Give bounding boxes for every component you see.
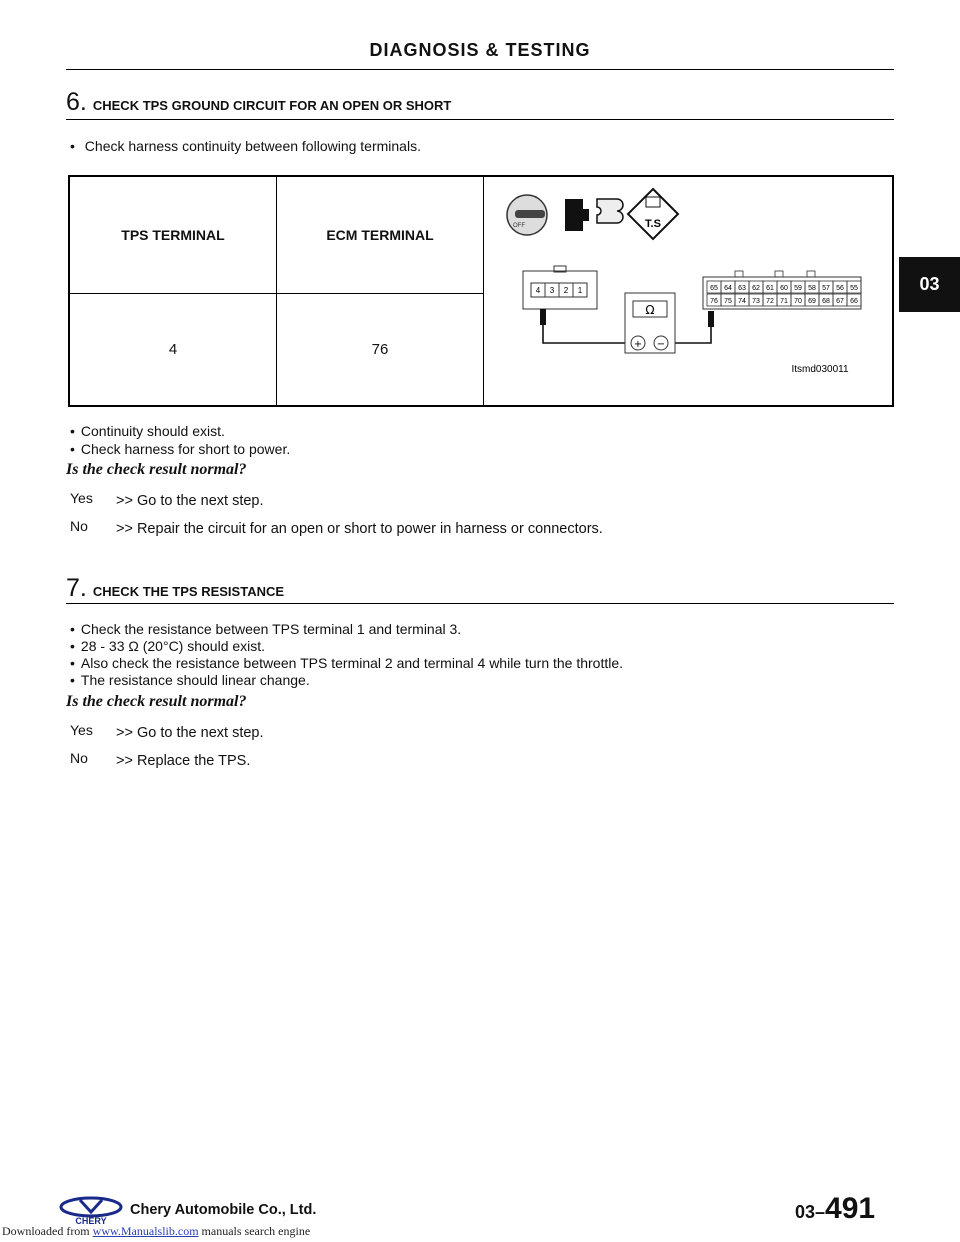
ecm-lock-tab — [775, 271, 783, 277]
step7-number: 7. — [66, 574, 87, 602]
meter-plus: + — [633, 339, 643, 350]
chery-logo — [58, 1196, 124, 1226]
ecm-pin-label: 62 — [752, 285, 760, 292]
step7-heading — [66, 574, 284, 603]
table-divider — [70, 293, 483, 294]
manualslib-link[interactable]: www.Manualslib.com — [92, 1224, 199, 1238]
step6-bullet: • Check harness continuity between following terminals. — [70, 138, 421, 154]
section-tab: 03 — [899, 257, 960, 312]
ecm-pin-label: 69 — [808, 298, 816, 305]
step6-heading — [66, 88, 451, 117]
step7-question: Is the check result normal? — [66, 693, 247, 710]
ecm-pin-label: 72 — [766, 298, 774, 305]
answer-text-no: >> Replace the TPS. — [116, 753, 251, 769]
ecm-pin-label: 70 — [794, 298, 802, 305]
bullet-dot-icon: • — [70, 638, 75, 654]
ohmmeter — [625, 293, 675, 353]
tps-pin-label: 3 — [549, 286, 555, 295]
bullet-dot-icon: • — [70, 672, 75, 688]
answer-key-no: No — [70, 518, 88, 534]
probe-wiring — [540, 309, 714, 343]
ecm-lock-tab — [807, 271, 815, 277]
step7-title: CHECK THE TPS RESISTANCE — [92, 584, 285, 599]
page-number — [795, 1192, 875, 1226]
step6-bullet: • Continuity should exist. — [70, 423, 225, 439]
page-number-value: 491 — [825, 1192, 876, 1225]
bullet-dot-icon: • — [70, 655, 75, 671]
bullet-dot-icon: • — [70, 138, 75, 154]
ts-label: T.S — [645, 218, 661, 230]
meter-minus: − — [656, 339, 666, 350]
ecm-connector — [703, 271, 861, 309]
ecm-pin-label: 68 — [822, 298, 830, 305]
download-notice: Downloaded from www.Manualslib.com manuals search engine — [2, 1224, 311, 1238]
ecm-pin-label: 76 — [710, 298, 718, 305]
table-divider — [276, 177, 277, 405]
bullet-dot-icon: • — [70, 423, 75, 439]
step6-bullet: • Check harness for short to power. — [70, 441, 291, 457]
table-cell-ecm: 76 — [371, 341, 389, 358]
ecm-pin-label: 61 — [766, 285, 774, 292]
table-header-ecm: ECM TERMINAL — [326, 227, 434, 243]
ecm-pin-label: 55 — [850, 285, 858, 292]
ecm-pin-label: 73 — [752, 298, 760, 305]
step6-rule — [66, 119, 894, 120]
answer-text-yes: >> Go to the next step. — [116, 493, 264, 509]
ecm-lock-tab — [735, 271, 743, 277]
svg-text:OFF: OFF — [513, 223, 525, 229]
step7-bullet: • The resistance should linear change. — [70, 672, 310, 688]
table-cell-tps: 4 — [168, 341, 178, 358]
figure-code: Itsmd030011 — [791, 364, 849, 375]
tps-pin-label: 1 — [577, 286, 583, 295]
ecm-pin-label: 65 — [710, 285, 718, 292]
footer-company: Chery Automobile Co., Ltd. — [130, 1202, 317, 1218]
step7-bullet: • Check the resistance between TPS terminal 1 and terminal 3. — [70, 621, 462, 637]
ecm-pin-label: 58 — [808, 285, 816, 292]
step6-title: CHECK TPS GROUND CIRCUIT FOR AN OPEN OR SHORT — [92, 98, 452, 113]
step7-bullet: • 28 - 33 Ω (20°C) should exist. — [70, 638, 266, 654]
ignition-key-off-icon — [507, 195, 547, 235]
ecm-pin-label: 57 — [822, 285, 830, 292]
step7-rule — [66, 603, 894, 604]
ecm-pin-label: 60 — [780, 285, 788, 292]
tps-connector — [523, 266, 597, 309]
ecm-pin-label: 56 — [836, 285, 844, 292]
terminal-table — [68, 175, 894, 407]
ecm-pin-label: 63 — [738, 285, 746, 292]
answer-text-yes: >> Go to the next step. — [116, 725, 264, 741]
answer-key-yes: Yes — [70, 490, 93, 506]
tps-pin-label: 2 — [563, 286, 569, 295]
page-prefix: 03– — [795, 1202, 826, 1222]
ecm-pin-label: 66 — [850, 298, 858, 305]
bullet-dot-icon: • — [70, 441, 75, 457]
ecm-pin-label: 75 — [724, 298, 732, 305]
ecm-pin-label: 64 — [724, 285, 732, 292]
ohm-symbol: Ω — [645, 303, 655, 317]
page-header-title: DIAGNOSIS & TESTING — [369, 40, 591, 60]
step6-question: Is the check result normal? — [66, 461, 247, 478]
answer-key-no: No — [70, 750, 88, 766]
table-divider — [483, 177, 484, 405]
bullet-dot-icon: • — [70, 621, 75, 637]
step7-bullet: • Also check the resistance between TPS terminal 2 and terminal 4 while turn the throttle. — [70, 655, 624, 671]
answer-key-yes: Yes — [70, 722, 93, 738]
logo-text: CHERY — [75, 1216, 107, 1226]
step6-number: 6. — [66, 88, 87, 116]
wiring-figure — [485, 177, 892, 405]
ts-diamond-icon — [628, 189, 678, 239]
header-rule — [66, 69, 894, 70]
ecm-pin-label: 67 — [836, 298, 844, 305]
ecm-pin-label: 74 — [738, 298, 746, 305]
ecm-pin-label: 59 — [794, 285, 802, 292]
connector-disconnect-icon — [565, 199, 623, 231]
ecm-pin-label: 71 — [780, 298, 788, 305]
table-header-tps: TPS TERMINAL — [121, 227, 225, 243]
tps-pin-label: 4 — [535, 286, 541, 295]
answer-text-no: >> Repair the circuit for an open or short to power in harness or connectors. — [116, 521, 603, 537]
